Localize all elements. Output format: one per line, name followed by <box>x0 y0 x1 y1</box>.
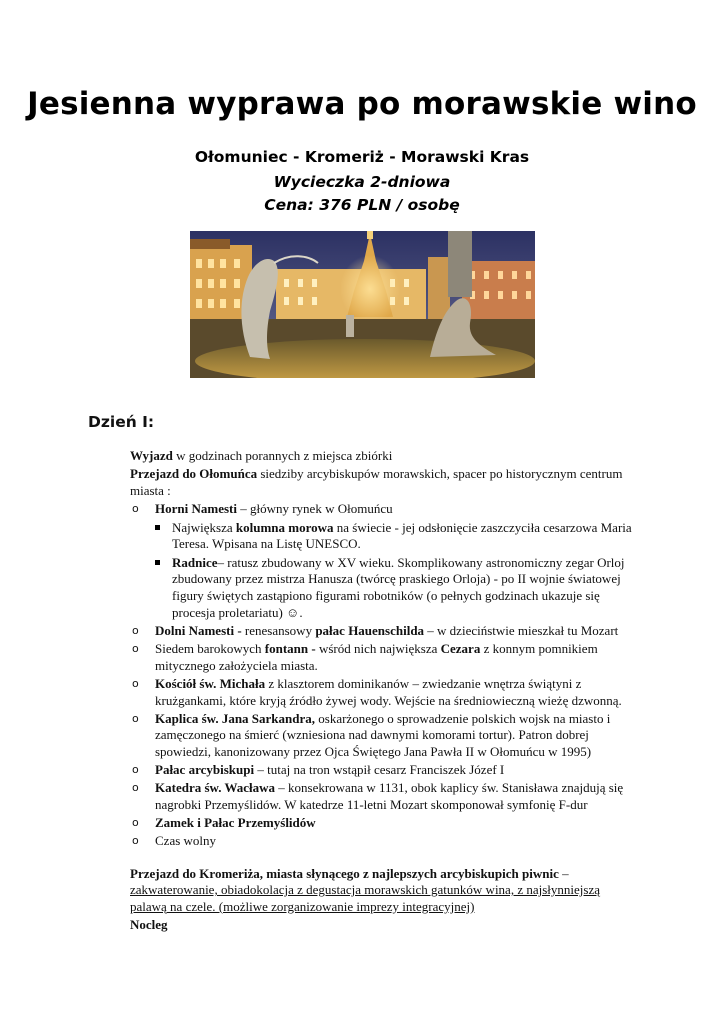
item-text: – konsekrowana w 1131, obok kaplicy św. Stanisława znajdują się nagrobki Przemyślidów. W katedrze 11-letni Mozart skomponował symfonię F-dur <box>155 780 624 813</box>
list-item <box>130 623 640 640</box>
kromeriz-details: zakwaterowanie, obiadokolacja z degustacja morawskich gatunków wina, z najsłynniejszą palawą na czele. (możliwe zorganizowanie imprezy integracyjnej) <box>130 882 600 914</box>
departure-text: w godzinach porannych z miejsca zbiórki <box>172 448 393 463</box>
day-1-program <box>130 448 640 935</box>
sub-pre: Największa <box>172 519 236 535</box>
item-name: Zamek i Pałac Przemyślidów <box>155 815 316 831</box>
circle-bullet-icon: o <box>132 816 139 830</box>
list-item <box>130 780 640 813</box>
transfer-label: Przejazd do Ołomuńca <box>130 466 258 482</box>
sights-list <box>130 501 640 850</box>
item-name: Kościół św. Michała <box>155 676 266 692</box>
list-item <box>130 711 640 761</box>
sub-text: – ratusz zbudowany w XV wieku. Skomplikowany astronomiczny zegar Orloj zbudowany przez mistrza Hanusza (twórcę praskiego Orloja) - po II wojnie światowej figury świętych zastąpiono figurami robotników (o pełnych godzinach ukazuje się procesja proletariatu) ☺. <box>172 554 625 620</box>
price-line: Cena: 376 PLN / osobę <box>264 196 460 214</box>
overnight-line <box>130 917 640 934</box>
item-name-2: pałac Hauenschilda <box>315 623 425 639</box>
item-name: Horni Namesti <box>155 500 237 516</box>
kromeriz-dash: – <box>558 865 569 881</box>
transfer-olomouc-line <box>130 466 640 499</box>
departure-line <box>130 448 640 465</box>
olomouc-square-fountain-night-photo <box>190 231 535 378</box>
sub-text: na świecie - jej odsłonięcie zaszczyciła cesarzowa Maria Teresa. Wpisana na Listę UNESCO. <box>172 519 632 552</box>
sub-name: kolumna morowa <box>235 519 334 535</box>
list-item <box>130 676 640 709</box>
item-pre: Siedem barokowych <box>155 641 265 657</box>
item-name: fontann - <box>264 641 316 657</box>
item-name: Kaplica św. Jana Sarkandra, <box>155 710 316 726</box>
item-text: z klasztorem dominikanów – zwiedzanie wnętrza świątyni z krużgankami, które kryją źródło żywej wody. Wejście na średniowieczną wieżę dzwonną. <box>155 676 622 708</box>
item-name: Pałac arcybiskupi <box>155 762 255 778</box>
circle-bullet-icon: o <box>132 711 139 725</box>
day-1-heading: Dzień I: <box>88 413 155 431</box>
circle-bullet-icon: o <box>132 834 139 848</box>
item-text: – w dzieciństwie mieszkał tu Mozart <box>424 623 619 639</box>
item-text: – główny rynek w Ołomuńcu <box>236 500 393 516</box>
circle-bullet-icon: o <box>132 501 139 515</box>
item-name-2: Cezara <box>440 641 481 657</box>
item-text: – tutaj na tron wstąpił cesarz Franciszek Józef I <box>254 762 505 778</box>
sub-list <box>155 520 640 622</box>
sub-name: Radnice <box>172 554 218 570</box>
list-item <box>130 815 640 832</box>
circle-bullet-icon: o <box>132 781 139 795</box>
departure-label: Wyjazd <box>130 448 173 463</box>
circle-bullet-icon: o <box>132 642 139 656</box>
list-item <box>130 501 640 621</box>
overnight-label: Nocleg <box>130 916 168 932</box>
list-item <box>130 641 640 674</box>
kromeriz-label: Przejazd do Kromeriża, miasta słynącego z najlepszych arcybiskupich piwnic <box>130 865 559 881</box>
item-text: oskarżonego o sprowadzenie polskich wojsk na miasto i zamęczonego na śmierć (wzniesiona nad dawnymi komorami tortur). Patron dobrej spowiedzi, kanonizowany przez Ojca Świętego Jana Pawła II w Ołomuńcu w 1995) <box>155 710 611 760</box>
square-bullet-icon <box>155 525 160 530</box>
page-title: Jesienna wyprawa po morawskie wino <box>27 86 697 122</box>
item-mid: wśród nich największa <box>315 641 441 657</box>
square-bullet-icon <box>155 560 160 565</box>
list-item <box>130 762 640 779</box>
item-name: Katedra św. Wacława <box>155 780 276 796</box>
sub-list-item <box>155 520 640 553</box>
sub-list-item <box>155 555 640 621</box>
circle-bullet-icon: o <box>132 763 139 777</box>
item-text: Czas wolny <box>155 833 217 849</box>
route-line: Ołomuniec - Kromeriż - Morawski Kras <box>194 148 530 166</box>
kromeriz-transfer-line <box>130 866 640 916</box>
circle-bullet-icon: o <box>132 677 139 691</box>
transfer-text: siedziby arcybiskupów morawskich, spacer po historycznym centrum miasta : <box>130 466 623 498</box>
item-text: z konnym pomnikiem mitycznego założyciela miasta. <box>155 641 598 673</box>
trip-type: Wycieczka 2-dniowa <box>273 173 451 191</box>
item-name: Dolni Namesti - <box>155 623 242 639</box>
circle-bullet-icon: o <box>132 624 139 638</box>
item-mid: renesansowy <box>241 623 316 639</box>
list-item <box>130 833 640 850</box>
